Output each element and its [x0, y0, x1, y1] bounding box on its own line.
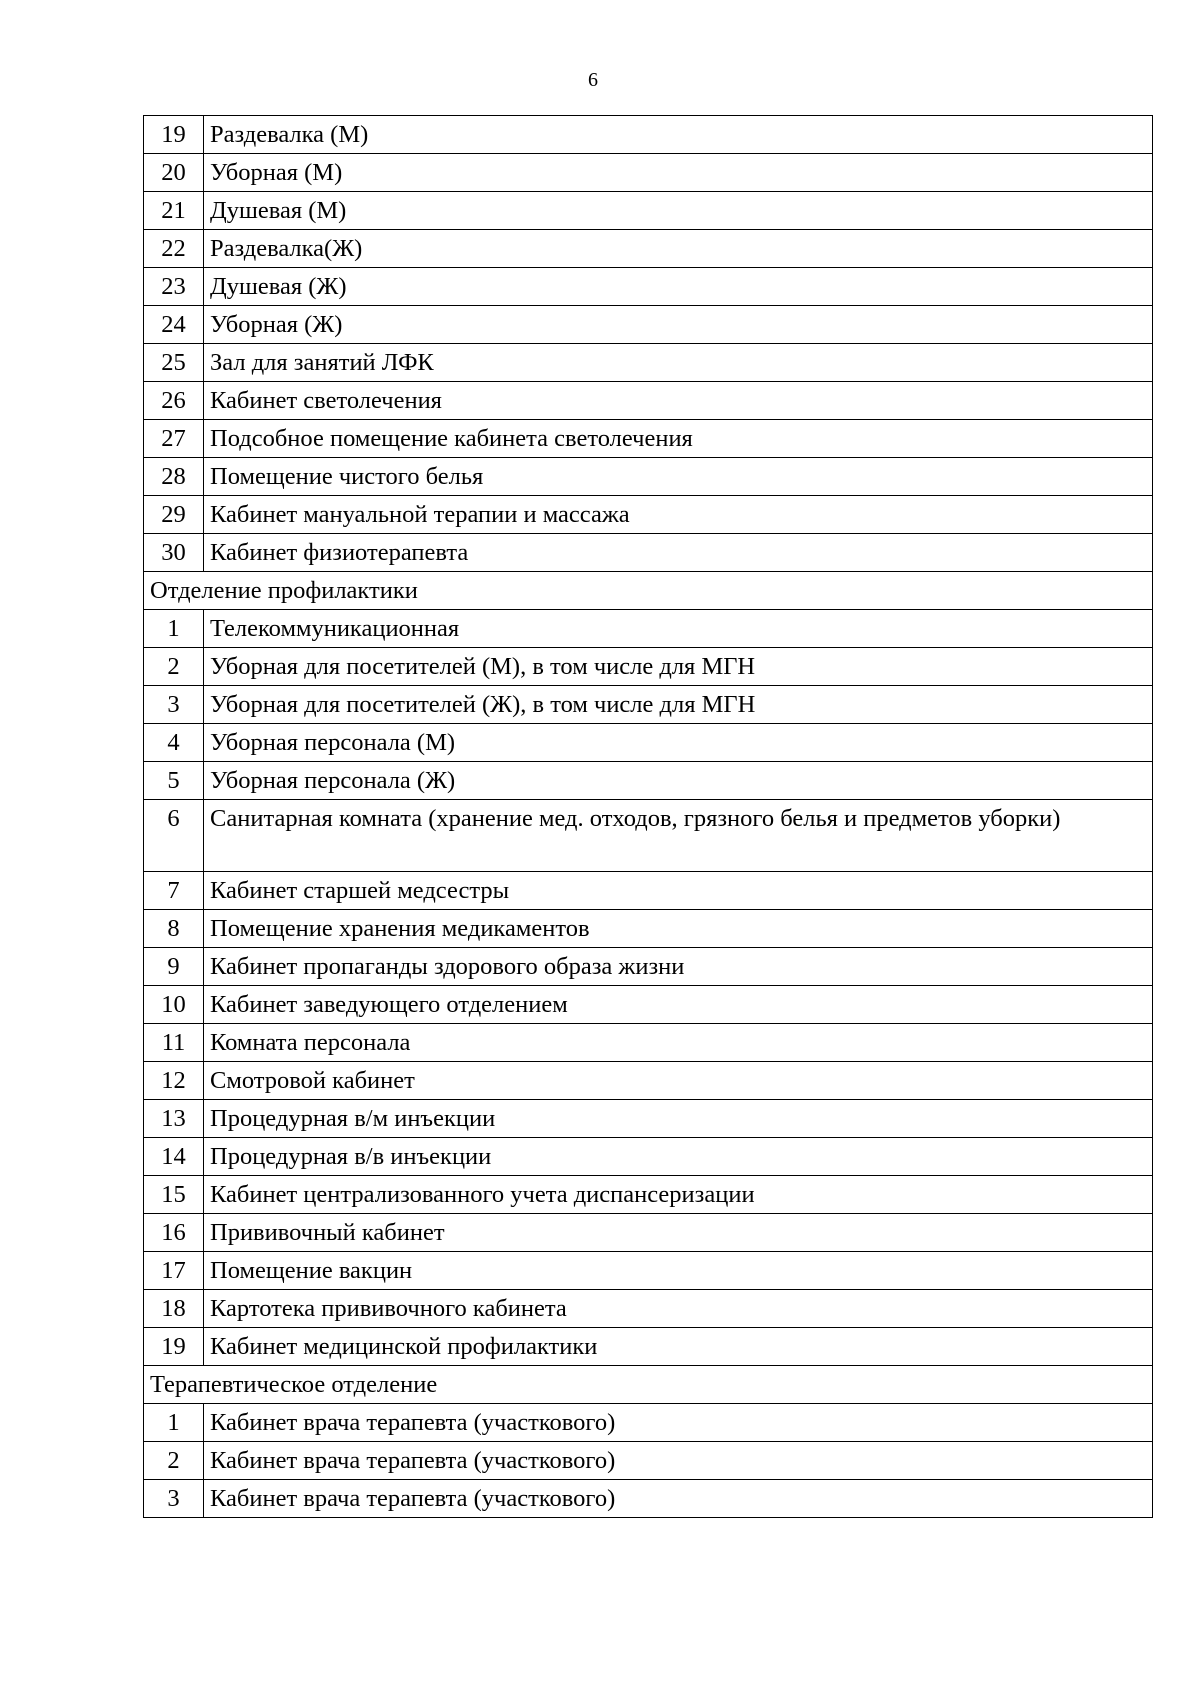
table-row: [144, 268, 1153, 306]
table-row: [144, 1252, 1153, 1290]
table-row: [144, 1100, 1153, 1138]
room-name: Уборная (М): [204, 154, 1153, 192]
room-name: Раздевалка(Ж): [204, 230, 1153, 268]
table-row: [144, 1138, 1153, 1176]
table-row: [144, 496, 1153, 534]
row-number: 25: [144, 344, 204, 382]
room-name: Кабинет мануальной терапии и массажа: [204, 496, 1153, 534]
row-number: 14: [144, 1138, 204, 1176]
table-row: [144, 230, 1153, 268]
row-number: 11: [144, 1024, 204, 1062]
row-number: 1: [144, 610, 204, 648]
room-name: Уборная персонала (М): [204, 724, 1153, 762]
table-row: [144, 154, 1153, 192]
table-row: [144, 192, 1153, 230]
table-row: [144, 800, 1153, 872]
room-name: Подсобное помещение кабинета светолечения: [204, 420, 1153, 458]
row-number: 26: [144, 382, 204, 420]
room-name: Смотровой кабинет: [204, 1062, 1153, 1100]
room-name: Уборная персонала (Ж): [204, 762, 1153, 800]
table-row: [144, 458, 1153, 496]
table-row: [144, 762, 1153, 800]
room-name: Кабинет медицинской профилактики: [204, 1328, 1153, 1366]
room-name: Кабинет централизованного учета диспансеризации: [204, 1176, 1153, 1214]
row-number: 16: [144, 1214, 204, 1252]
table-row: [144, 1024, 1153, 1062]
room-name: Помещение вакцин: [204, 1252, 1153, 1290]
row-number: 13: [144, 1100, 204, 1138]
table-row: [144, 986, 1153, 1024]
table-row: [144, 686, 1153, 724]
table-row: [144, 610, 1153, 648]
room-name: Уборная для посетителей (Ж), в том числе для МГН: [204, 686, 1153, 724]
table-row: [144, 534, 1153, 572]
room-name: Процедурная в/м инъекции: [204, 1100, 1153, 1138]
room-name: Телекоммуникационная: [204, 610, 1153, 648]
room-name: Помещение чистого белья: [204, 458, 1153, 496]
table-row: [144, 306, 1153, 344]
table-row: [144, 910, 1153, 948]
row-number: 12: [144, 1062, 204, 1100]
room-name: Уборная (Ж): [204, 306, 1153, 344]
section-title: Отделение профилактики: [144, 572, 1153, 610]
row-number: 2: [144, 648, 204, 686]
room-name: Раздевалка (М): [204, 116, 1153, 154]
row-number: 18: [144, 1290, 204, 1328]
row-number: 30: [144, 534, 204, 572]
room-name: Зал для занятий ЛФК: [204, 344, 1153, 382]
room-name: Комната персонала: [204, 1024, 1153, 1062]
table-row: [144, 1442, 1153, 1480]
row-number: 9: [144, 948, 204, 986]
row-number: 7: [144, 872, 204, 910]
row-number: 5: [144, 762, 204, 800]
table-row: [144, 872, 1153, 910]
row-number: 15: [144, 1176, 204, 1214]
table-row: [144, 1062, 1153, 1100]
rooms-table: [143, 115, 1153, 1518]
row-number: 2: [144, 1442, 204, 1480]
row-number: 27: [144, 420, 204, 458]
room-name: Душевая (М): [204, 192, 1153, 230]
room-name: Кабинет врача терапевта (участкового): [204, 1480, 1153, 1518]
table-row: [144, 1480, 1153, 1518]
row-number: 23: [144, 268, 204, 306]
row-number: 4: [144, 724, 204, 762]
table-row: [144, 116, 1153, 154]
table-row: [144, 648, 1153, 686]
room-name: Кабинет светолечения: [204, 382, 1153, 420]
room-name: Кабинет старшей медсестры: [204, 872, 1153, 910]
table-row: [144, 724, 1153, 762]
row-number: 28: [144, 458, 204, 496]
room-name: Кабинет заведующего отделением: [204, 986, 1153, 1024]
table-row: [144, 1328, 1153, 1366]
row-number: 10: [144, 986, 204, 1024]
row-number: 22: [144, 230, 204, 268]
page-number: 6: [588, 69, 598, 91]
row-number: 21: [144, 192, 204, 230]
room-name: Душевая (Ж): [204, 268, 1153, 306]
table-row: [144, 1404, 1153, 1442]
room-name: Уборная для посетителей (М), в том числе для МГН: [204, 648, 1153, 686]
room-name: Санитарная комната (хранение мед. отходов, грязного белья и предметов уборки): [204, 800, 1153, 872]
room-name: Кабинет врача терапевта (участкового): [204, 1442, 1153, 1480]
room-name: Прививочный кабинет: [204, 1214, 1153, 1252]
room-name: Кабинет пропаганды здорового образа жизни: [204, 948, 1153, 986]
room-name: Картотека прививочного кабинета: [204, 1290, 1153, 1328]
room-name: Помещение хранения медикаментов: [204, 910, 1153, 948]
rooms-table-body: [144, 116, 1153, 1518]
row-number: 19: [144, 1328, 204, 1366]
row-number: 3: [144, 686, 204, 724]
table-row: [144, 1214, 1153, 1252]
table-row: [144, 1176, 1153, 1214]
table-row: [144, 1290, 1153, 1328]
row-number: 19: [144, 116, 204, 154]
table-row: [144, 382, 1153, 420]
table-row: [144, 948, 1153, 986]
row-number: 8: [144, 910, 204, 948]
row-number: 3: [144, 1480, 204, 1518]
table-row: [144, 344, 1153, 382]
row-number: 29: [144, 496, 204, 534]
section-header-row: [144, 1366, 1153, 1404]
row-number: 6: [144, 800, 204, 872]
room-name: Кабинет физиотерапевта: [204, 534, 1153, 572]
row-number: 17: [144, 1252, 204, 1290]
section-header-row: [144, 572, 1153, 610]
table-row: [144, 420, 1153, 458]
row-number: 24: [144, 306, 204, 344]
section-title: Терапевтическое отделение: [144, 1366, 1153, 1404]
row-number: 20: [144, 154, 204, 192]
room-name: Кабинет врача терапевта (участкового): [204, 1404, 1153, 1442]
row-number: 1: [144, 1404, 204, 1442]
room-name: Процедурная в/в инъекции: [204, 1138, 1153, 1176]
